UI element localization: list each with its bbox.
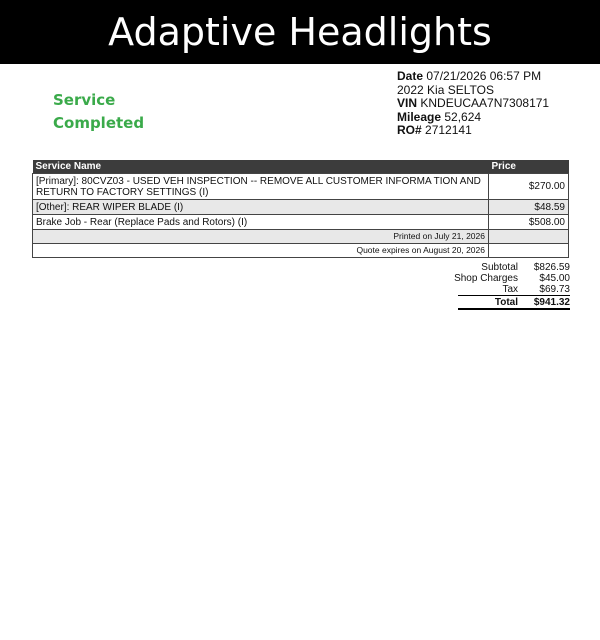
status-line-2: Completed bbox=[53, 114, 145, 132]
date-value: 07/21/2026 06:57 PM bbox=[426, 69, 542, 83]
ro-label: RO# bbox=[397, 123, 422, 137]
header-price: Price bbox=[489, 160, 569, 174]
table-row bbox=[33, 174, 569, 200]
subtotal-value: $826.59 bbox=[533, 262, 570, 273]
vehicle-model: 2022 Kia SELTOS bbox=[397, 82, 494, 97]
mileage-label: Mileage bbox=[397, 109, 442, 124]
price-cell: $270.00 bbox=[489, 174, 569, 200]
mileage-value: 52,624 bbox=[444, 109, 482, 124]
vin-value: KNDEUCAA7N7308171 bbox=[420, 96, 550, 110]
expires-note: Quote expires on August 20, 2026 bbox=[33, 244, 489, 258]
ro-row bbox=[397, 124, 549, 138]
shop-charges-label: Shop Charges bbox=[454, 273, 518, 284]
shop-charges-row bbox=[440, 273, 570, 284]
printed-row bbox=[33, 230, 569, 244]
service-status bbox=[53, 89, 144, 135]
subtotal-row bbox=[440, 262, 570, 273]
total-row bbox=[458, 295, 570, 310]
empty-cell bbox=[489, 244, 569, 258]
mileage-row bbox=[397, 111, 549, 125]
subtotal-label: Subtotal bbox=[481, 262, 518, 273]
page-banner bbox=[0, 0, 600, 64]
table-row bbox=[33, 200, 569, 215]
service-name-cell: [Other]: REAR WIPER BLADE (I) bbox=[33, 200, 489, 215]
service-name-cell: [Primary]: 80CVZ03 - USED VEH INSPECTION -- REMOVE ALL CUSTOMER INFORMA TION AND RETURN TO FACTORY SETTINGS (I) bbox=[33, 174, 489, 200]
price-cell: $48.59 bbox=[489, 200, 569, 215]
vin-row bbox=[397, 97, 549, 111]
price-cell: $508.00 bbox=[489, 215, 569, 230]
tax-label: Tax bbox=[502, 284, 518, 295]
service-name-cell: Brake Job - Rear (Replace Pads and Rotors) (I) bbox=[33, 215, 489, 230]
vin-label: VIN bbox=[397, 96, 418, 110]
totals-block bbox=[440, 262, 570, 310]
empty-cell bbox=[489, 230, 569, 244]
status-line-1: Service bbox=[53, 91, 116, 109]
header-service-name: Service Name bbox=[33, 160, 489, 174]
service-table bbox=[32, 160, 569, 258]
printed-note: Printed on July 21, 2026 bbox=[33, 230, 489, 244]
tax-value: $69.73 bbox=[539, 284, 570, 295]
date-row bbox=[397, 70, 549, 84]
total-value: $941.32 bbox=[533, 297, 570, 308]
shop-charges-value: $45.00 bbox=[539, 273, 570, 284]
date-label: Date bbox=[397, 69, 424, 83]
tax-row bbox=[440, 284, 570, 295]
table-header bbox=[33, 160, 569, 174]
ro-value: 2712141 bbox=[425, 123, 472, 137]
table-row bbox=[33, 215, 569, 230]
vehicle-info bbox=[397, 70, 549, 138]
banner-title: Adaptive Headlights bbox=[108, 10, 492, 54]
expires-row bbox=[33, 244, 569, 258]
total-label: Total bbox=[494, 297, 518, 308]
